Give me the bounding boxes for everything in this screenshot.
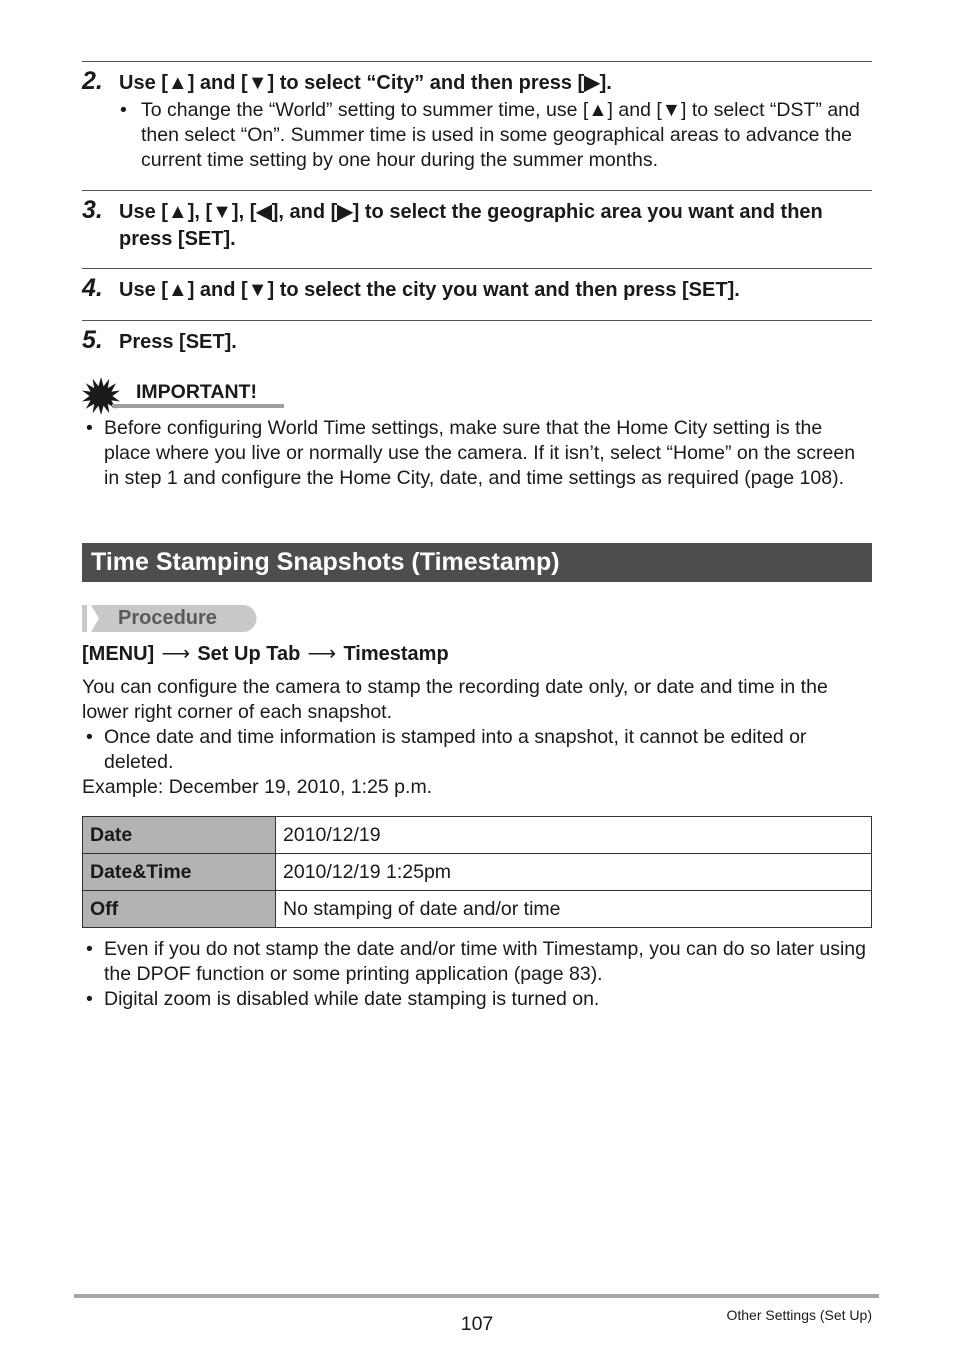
table-row <box>83 854 872 891</box>
table-row <box>83 891 872 928</box>
procedure-tab <box>82 605 257 632</box>
table-value-cell: 2010/12/19 <box>276 817 872 854</box>
example-line: Example: December 19, 2010, 1:25 p.m. <box>82 776 433 798</box>
important-label: IMPORTANT! <box>136 381 257 403</box>
menu-path-step: [MENU] <box>82 643 155 665</box>
table-value-cell: 2010/12/19 1:25pm <box>276 854 872 891</box>
bullet-dot: • <box>86 988 93 1010</box>
bullet-dot: • <box>86 417 93 439</box>
step-instruction: Press [SET]. <box>119 331 237 353</box>
step-number: 5. <box>82 326 103 354</box>
step-instruction: Use [▲], [▼], [◀], and [▶] to select the geographic area you want and then press [SET]. <box>119 201 823 250</box>
step-5-divider <box>82 320 872 321</box>
step-instruction: Use [▲] and [▼] to select the city you want and then press [SET]. <box>119 279 740 301</box>
table-key-cell: Off <box>83 891 276 928</box>
step-instruction: Use [▲] and [▼] to select “City” and then press [▶]. <box>119 72 612 94</box>
timestamp-options-table <box>82 816 872 928</box>
important-text: Before configuring World Time settings, make sure that the Home City setting is the place where you live or normally use the camera. If it isn’t, select “Home” on the screen in step 1 and configure the Home City, date, and time settings as required (page 108). <box>104 417 856 489</box>
footer-section-name: Other Settings (Set Up) <box>726 1307 872 1323</box>
section-title: Time Stamping Snapshots (Timestamp) <box>91 548 560 576</box>
arrow-right-icon: ⟶ <box>161 643 191 665</box>
procedure-label: Procedure <box>118 607 217 629</box>
step-3-divider <box>82 190 872 191</box>
note-text: Even if you do not stamp the date and/or time with Timestamp, you can do so later using the DPOF function or some printing application (page 83). <box>104 938 866 985</box>
table-row <box>83 817 872 854</box>
step-note-text: To change the “World” setting to summer time, use [▲] and [▼] to select “DST” and then select “On”. Summer time is used in some geographical areas to advance the current time setting by one hour during the summer months. <box>141 99 860 171</box>
page-number: 107 <box>460 1313 494 1335</box>
step-number: 4. <box>82 274 103 302</box>
menu-path <box>82 641 449 667</box>
intro-paragraph: You can configure the camera to stamp the recording date only, or date and time in the lower right corner of each snapshot. <box>82 676 828 723</box>
arrow-right-icon: ⟶ <box>307 643 337 665</box>
note-text: Digital zoom is disabled while date stamping is turned on. <box>104 988 600 1010</box>
step-number: 2. <box>82 67 103 95</box>
bullet-dot: • <box>86 938 93 960</box>
table-key-cell: Date <box>83 817 276 854</box>
important-heading <box>82 377 286 411</box>
table-value-cell: No stamping of date and/or time <box>276 891 872 928</box>
intro-bullet-text: Once date and time information is stamped into a snapshot, it cannot be edited or deleted. <box>104 726 807 773</box>
step-4-divider <box>82 268 872 269</box>
section-header-bar <box>82 543 872 582</box>
menu-path-step: Set Up Tab <box>197 643 301 665</box>
step-2-divider <box>82 61 872 62</box>
footer-divider <box>74 1294 879 1298</box>
bullet-dot: • <box>86 726 93 748</box>
bullet-dot: • <box>120 99 127 121</box>
menu-path-step: Timestamp <box>343 643 449 665</box>
starburst-icon <box>82 377 120 415</box>
step-number: 3. <box>82 196 103 224</box>
table-key-cell: Date&Time <box>83 854 276 891</box>
important-underline <box>112 404 284 408</box>
